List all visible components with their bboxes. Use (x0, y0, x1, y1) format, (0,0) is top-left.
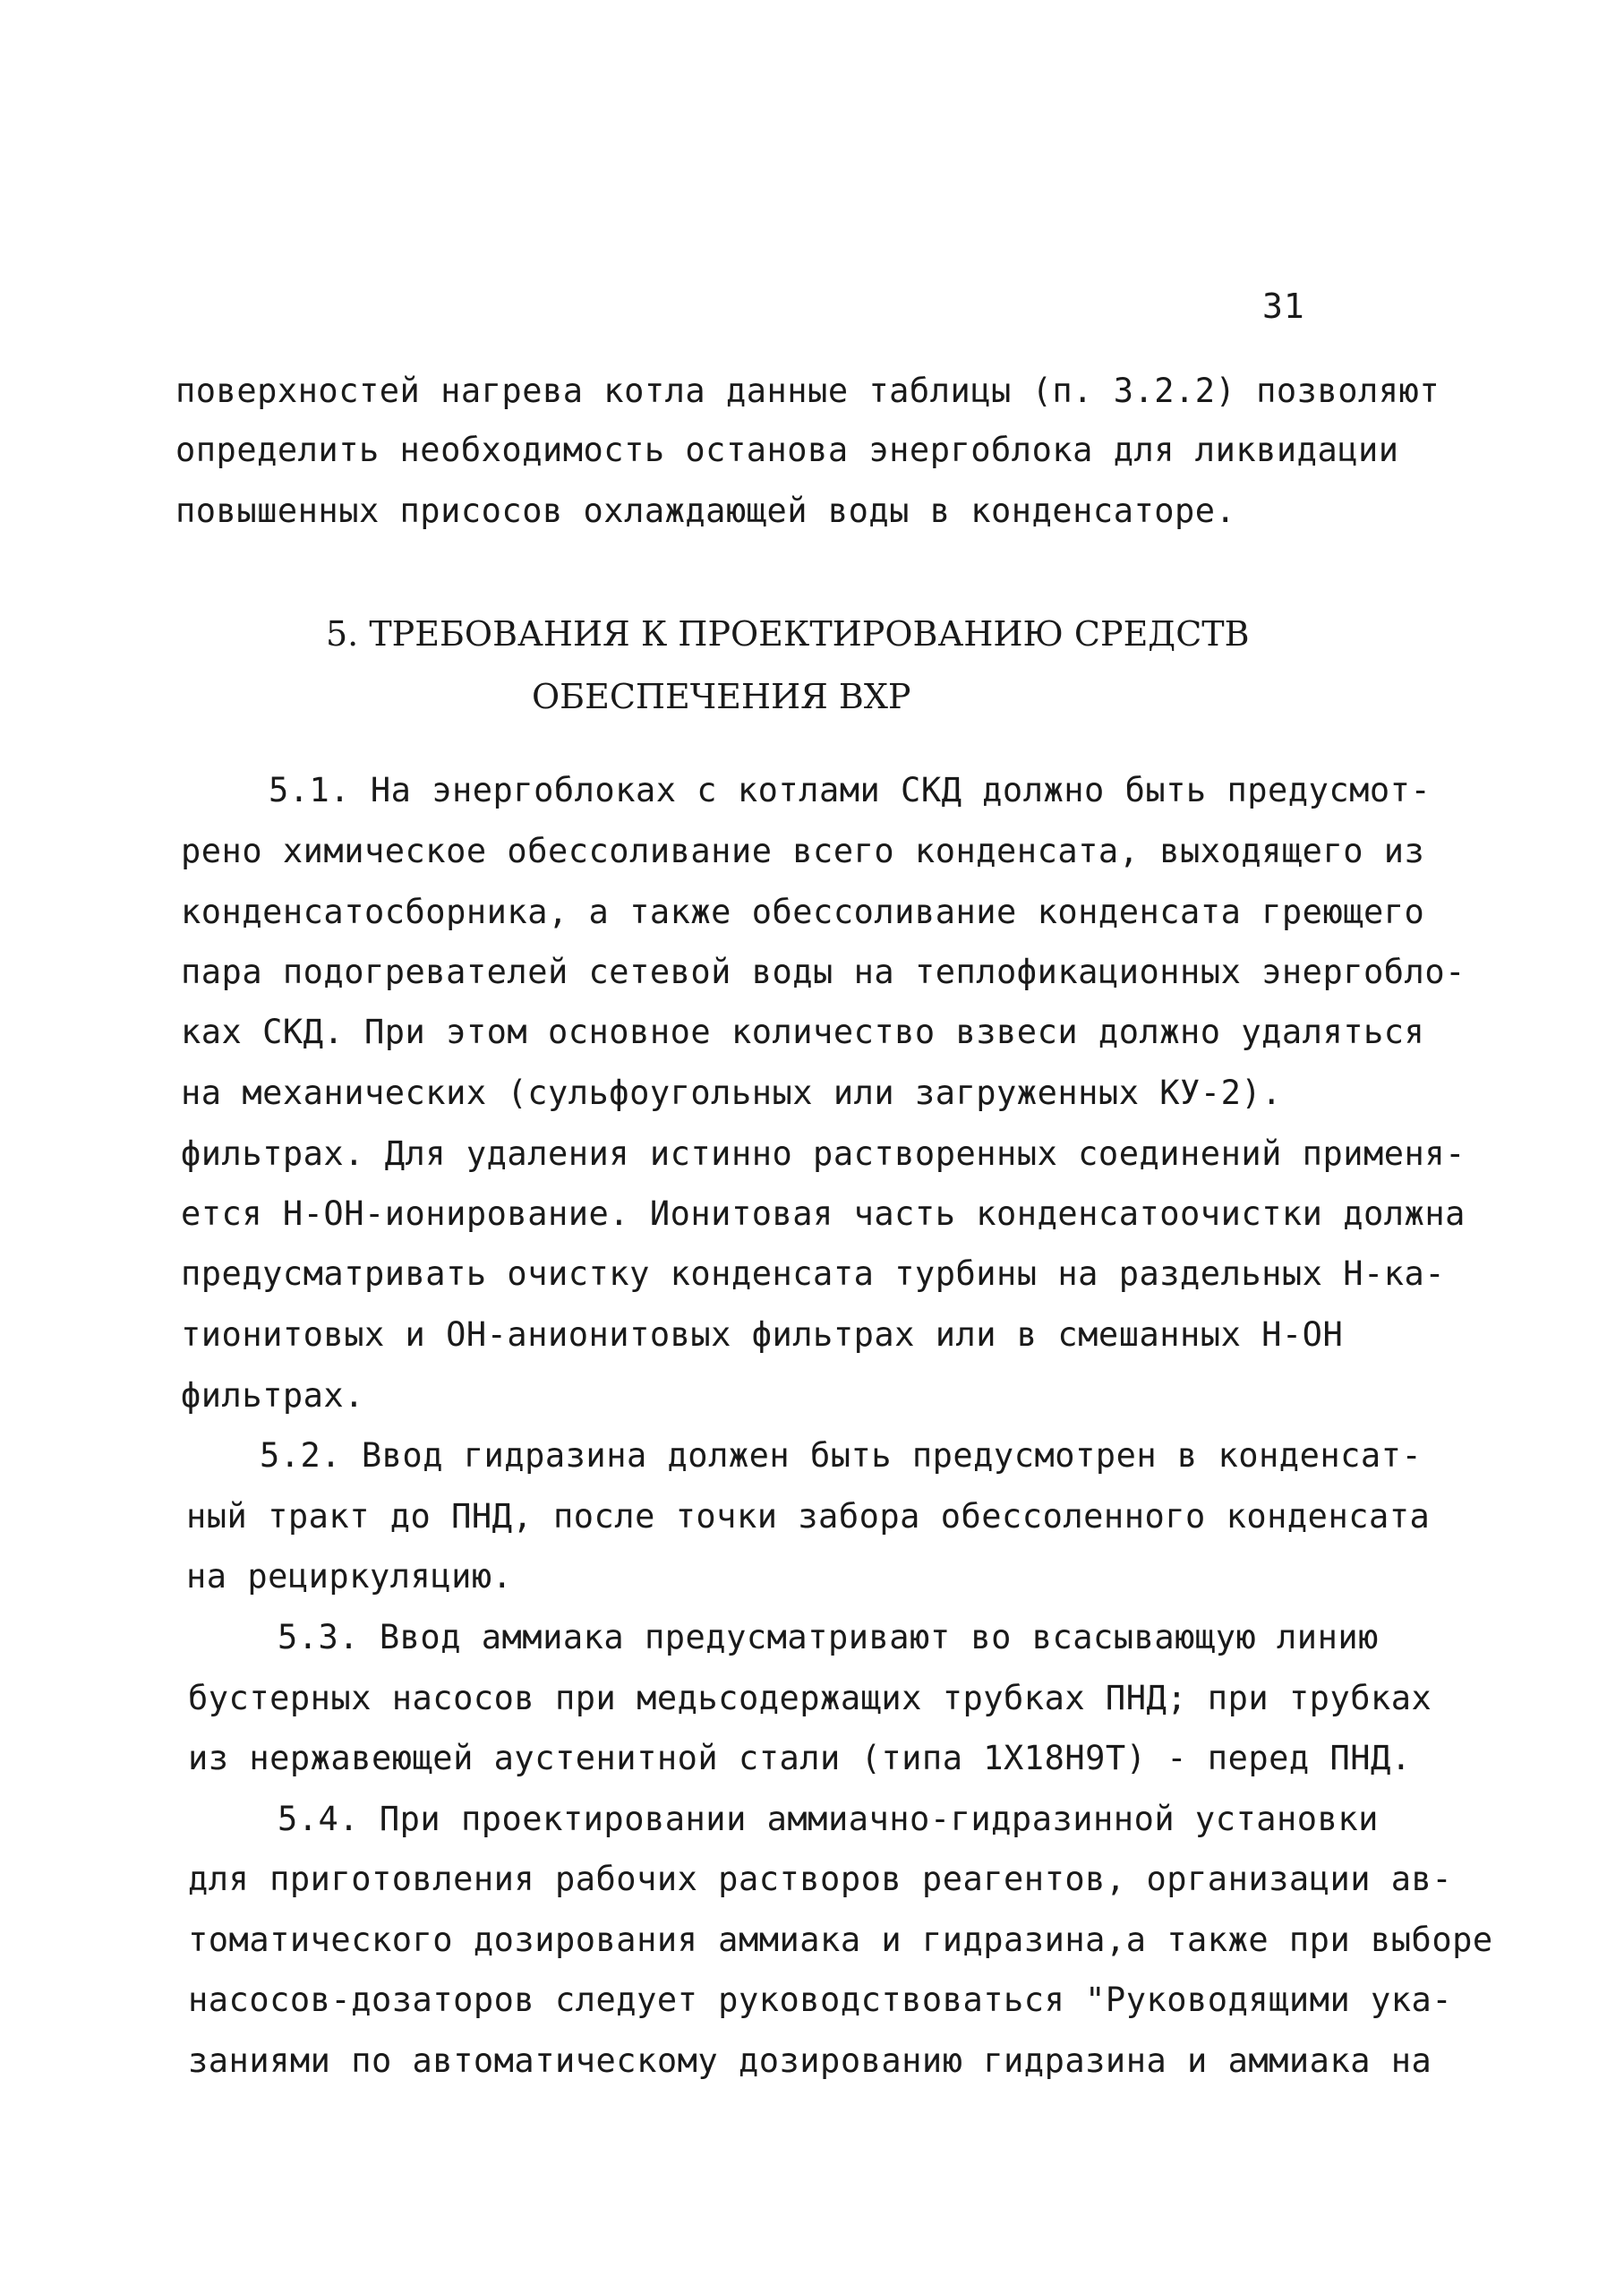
para-5-1-line: на механических (сульфоугольных или загруженных КУ-2). (181, 1074, 1282, 1112)
para-5-1-line: рено химическое обессоливание всего конденсата, выходящего из (181, 832, 1425, 870)
para-5-3-line: 5.3. Ввод аммиака предусматривают во всасывающую линию (278, 1618, 1379, 1656)
para-5-1-line: предусматривать очистку конденсата турбины на раздельных Н-ка- (181, 1254, 1446, 1293)
para-5-1-line: ется Н-ОН-ионирование. Ионитовая часть конденсатоочистки должна (181, 1194, 1466, 1233)
para-5-3-line: бустерных насосов при медьсодержащих трубках ПНД; при трубках (188, 1679, 1432, 1717)
para-5-2-line: 5.2. Ввод гидразина должен быть предусмотрен в конденсат- (260, 1436, 1423, 1475)
section-heading-line2: ОБЕСПЕЧЕНИЯ ВХР (532, 677, 911, 716)
para-5-1-line: фильтрах. Для удаления истинно растворенных соединений применя- (181, 1134, 1466, 1173)
para-5-1-line: 5.1. На энергоблоках с котлами СКД должно быть предусмот- (269, 771, 1432, 809)
para-5-4-line: для приготовления рабочих растворов реагентов, организации ав- (188, 1860, 1453, 1898)
para-5-4-line: томатического дозирования аммиака и гидразина,а также при выборе (188, 1921, 1493, 1959)
intro-line: повышенных присосов охлаждающей воды в конденсаторе. (175, 492, 1236, 530)
para-5-4-line: насосов-дозаторов следует руководствоваться "Руководящими ука- (188, 1981, 1453, 2019)
intro-line: определить необходимость останова энергоблока для ликвидации (175, 431, 1399, 469)
para-5-1-line: конденсатосборника, а также обессоливание конденсата греющего (181, 893, 1425, 931)
para-5-2-line: ный тракт до ПНД, после точки забора обессоленного конденсата (186, 1497, 1431, 1536)
intro-line: поверхностей нагрева котла данные таблицы (п. 3.2.2) позволяют (175, 372, 1440, 410)
para-5-3-line: из нержавеющей аустенитной стали (типа 1Х18Н9Т) - перед ПНД. (188, 1739, 1412, 1777)
para-5-1-line: тионитовых и ОН-анионитовых фильтрах или в смешанных Н-ОН (181, 1315, 1344, 1354)
para-5-2-line: на рециркуляцию. (186, 1557, 513, 1596)
para-5-1-line: пара подогревателей сетевой воды на теплофикационных энергобло- (181, 953, 1466, 991)
section-heading-line1: 5. ТРЕБОВАНИЯ К ПРОЕКТИРОВАНИЮ СРЕДСТВ (326, 614, 1250, 654)
para-5-4-line: 5.4. При проектировании аммиачно-гидразинной установки (278, 1800, 1379, 1838)
para-5-1-line: фильтрах. (181, 1376, 364, 1415)
para-5-1-line: ках СКД. При этом основное количество взвеси должно удаляться (181, 1013, 1425, 1051)
para-5-4-line: заниями по автоматическому дозированию гидразина и аммиака на (188, 2041, 1432, 2080)
page-number: 31 (1262, 287, 1305, 326)
